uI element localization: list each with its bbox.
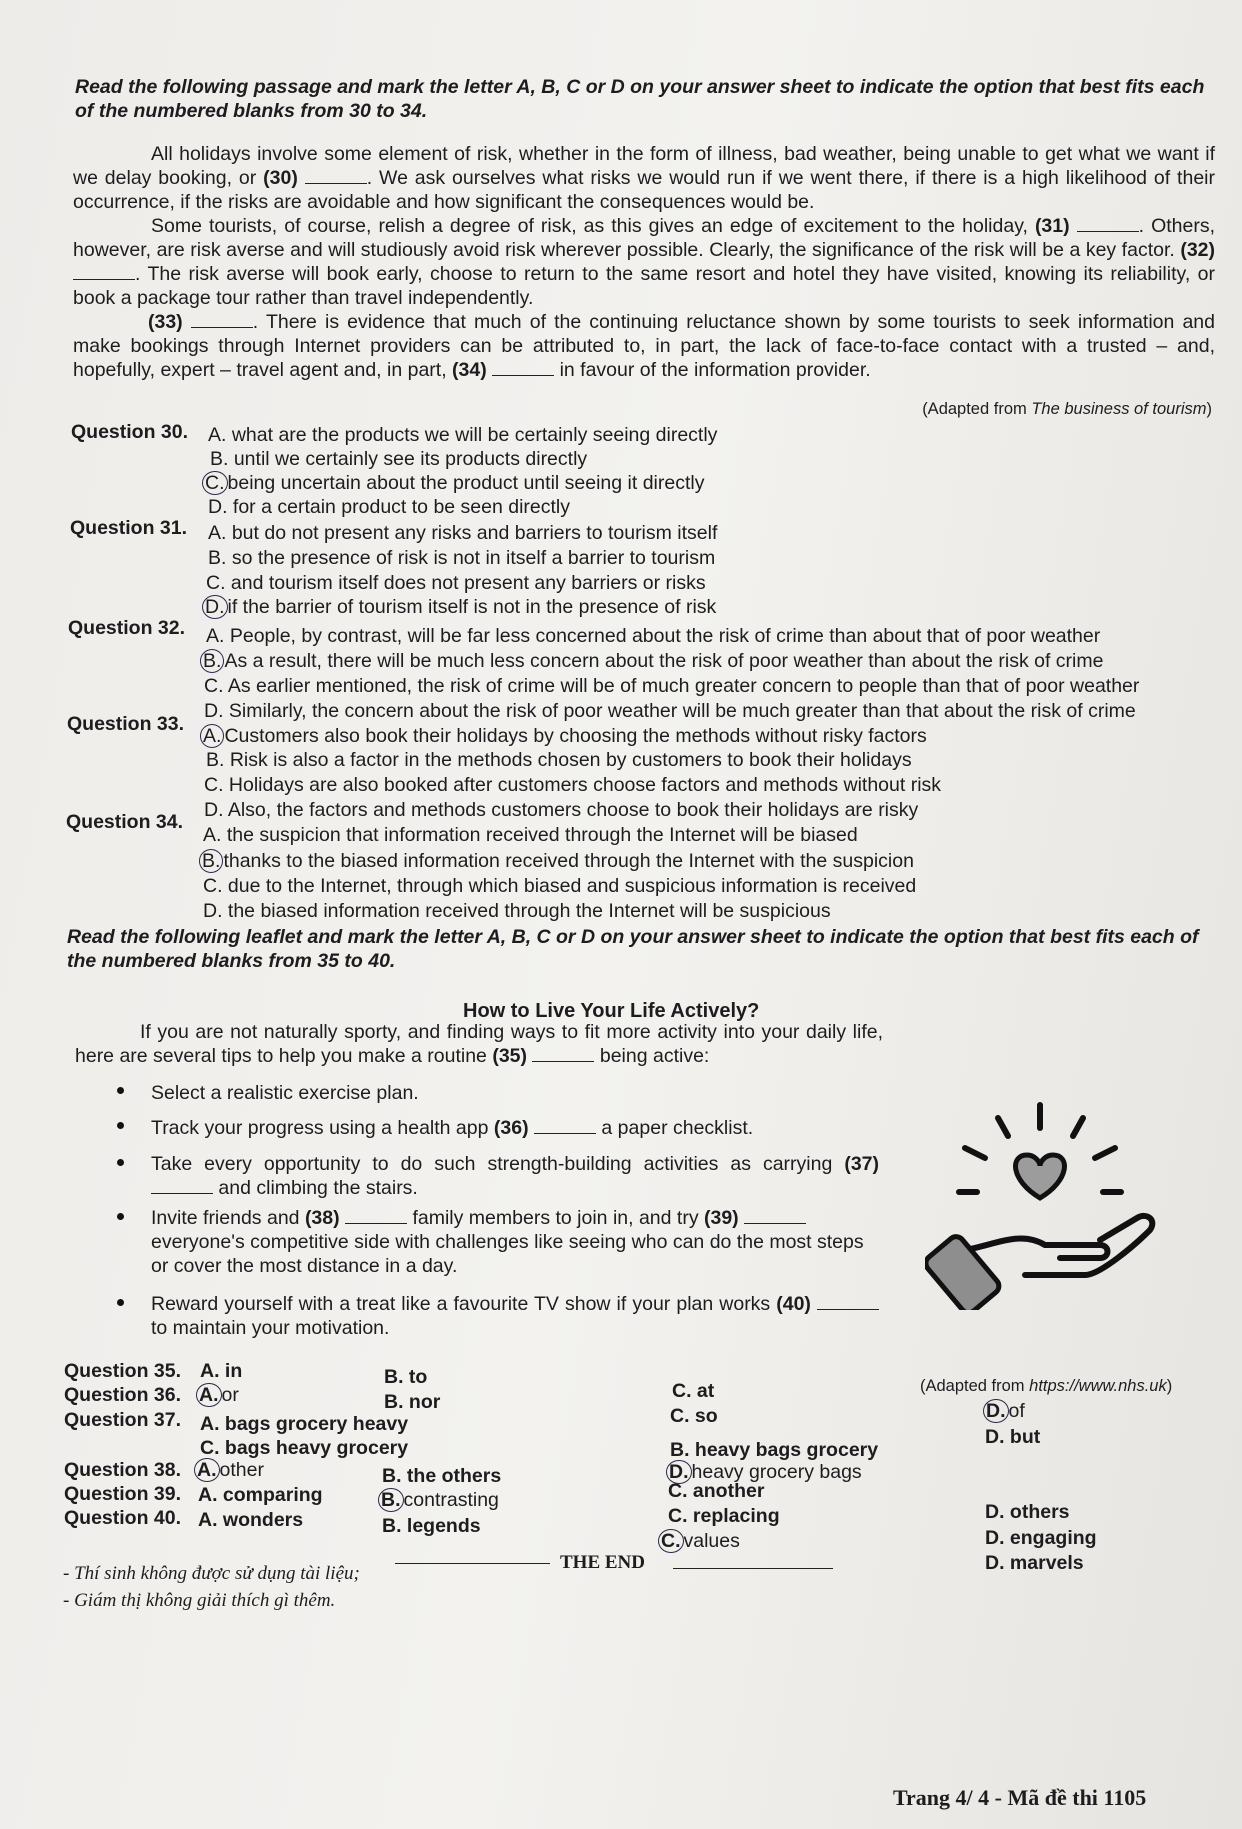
tip-3: Take every opportunity to do such strength-building activities as carrying (37) and climbing the stairs. [151, 1153, 880, 1199]
passage-paragraph-3: (33) . There is evidence that much of the continuing reluctance shown by some tourists to seek information and make bookings through Internet providers can be attributed to, in part, the lack of face-to-face contact with a trusted – and, hopefully, expert – travel agent and, in part, (34) in favour of the information provider. [73, 311, 1215, 381]
q40-option-d[interactable]: D. marvels [985, 1552, 1084, 1574]
end-marker [395, 1552, 835, 1575]
q36-option-b[interactable]: B. nor [384, 1391, 441, 1413]
q33-option-a[interactable]: A. Customers also book their holidays by choosing the methods without risky factors [204, 724, 927, 748]
q32-option-c[interactable]: C. As earlier mentioned, the risk of crime will be of much greater concern to people than that of poor weather [204, 675, 1140, 697]
bullet-icon [117, 1087, 124, 1094]
q39-option-d[interactable]: D. engaging [985, 1527, 1097, 1549]
leaflet-title: How to Live Your Life Actively? [463, 1000, 760, 1022]
tip-2: Track your progress using a health app (36) a paper checklist. [151, 1117, 754, 1139]
q37-option-c[interactable]: C. bags heavy grocery [200, 1437, 409, 1459]
note-no-materials: - Thí sinh không được sử dụng tài liệu; [63, 1563, 360, 1584]
q38-option-d[interactable]: D. others [985, 1501, 1070, 1523]
q39-option-c[interactable]: C. replacing [668, 1505, 780, 1527]
end-rule-right [673, 1568, 833, 1569]
leaflet-intro: If you are not naturally sporty, and finding ways to fit more activity into your daily life, here are several tips to help you make a routine (35) being active: [75, 1021, 883, 1067]
q36-option-d[interactable]: D. but [985, 1426, 1041, 1448]
q39-option-a[interactable]: A. comparing [198, 1484, 323, 1506]
the-end-label: THE END [560, 1552, 645, 1573]
passage-paragraph-2: Some tourists, of course, relish a degree of risk, as this gives an edge of excitement to the holiday, (31) . Others, however, are risk averse and will studiously avoid risk wherever possible. Clearly, the significance of the risk will be a key factor. (32) . The risk averse will book early, choose to return to the same resort and hotel they have visited, knowing its reliability, or book a package tour rather than travel independently. [73, 215, 1216, 309]
source-citation-2: (Adapted from https://www.nhs.uk) [920, 1377, 1173, 1395]
q31-option-a[interactable]: A. but do not present any risks and barriers to tourism itself [208, 522, 718, 544]
note-no-explanation: - Giám thị không giải thích gì thêm. [63, 1590, 336, 1611]
q39-option-b[interactable]: B. contrasting [382, 1489, 499, 1512]
instruction-35-40: Read the following leaflet and mark the letter A, B, C or D on your answer sheet to indicate the option that best fits each of the numbered blanks from 35 to 40. [67, 926, 1199, 972]
q38-option-a[interactable]: A. other [198, 1459, 264, 1482]
q37-option-a[interactable]: A. bags grocery heavy [200, 1413, 409, 1435]
q30-option-a[interactable]: A. what are the products we will be certainly seeing directly [208, 424, 718, 446]
source-citation-1: (Adapted from The business of tourism) [922, 400, 1212, 418]
q40-option-b[interactable]: B. legends [382, 1515, 481, 1537]
q40-option-a[interactable]: A. wonders [198, 1509, 304, 1531]
q36-option-c[interactable]: C. so [670, 1405, 718, 1427]
passage [73, 142, 1215, 382]
tip-5: Reward yourself with a treat like a favourite TV show if your plan works (40) to maintain your motivation. [151, 1292, 879, 1340]
q32-option-a[interactable]: A. People, by contrast, will be far less concerned about the risk of crime than about that of poor weather [206, 625, 1101, 647]
q34-option-a[interactable]: A. the suspicion that information received through the Internet will be biased [203, 824, 858, 846]
passage-paragraph-1: All holidays involve some element of risk, whether in the form of illness, bad weather, being unable to get what we want if we delay booking, or (30) . We ask ourselves what risks we would run if we went there, if there is a high likelihood of their occurrence, if the risks are avoidable and how significant the consequences would be. [73, 143, 1215, 213]
q31-option-b[interactable]: B. so the presence of risk is not in itself a barrier to tourism [208, 547, 716, 569]
q32-option-b[interactable]: B. As a result, there will be much less concern about the risk of poor weather than about the risk of crime [204, 649, 1103, 673]
tip-1: Select a realistic exercise plan. [151, 1082, 419, 1104]
q37-option-d[interactable]: D. heavy grocery bags [670, 1461, 862, 1484]
q33-option-d[interactable]: D. Also, the factors and methods customers choose to book their holidays are risky [204, 799, 919, 821]
q31-option-d[interactable]: D. if the barrier of tourism itself is not in the presence of risk [206, 595, 716, 619]
hand-heart-icon [925, 1100, 1165, 1310]
q32-option-d[interactable]: D. Similarly, the concern about the risk of poor weather will be much greater than that about the risk of crime [204, 700, 1136, 722]
q38-option-c[interactable]: C. another [668, 1480, 765, 1502]
bullet-icon [117, 1122, 124, 1129]
q30-option-d[interactable]: D. for a certain product to be seen directly [208, 496, 571, 518]
q35-option-a[interactable]: A. in [200, 1360, 243, 1382]
q30-option-c[interactable]: C. being uncertain about the product until seeing it directly [206, 471, 704, 495]
q33-option-b[interactable]: B. Risk is also a factor in the methods chosen by customers to book their holidays [206, 749, 912, 771]
q30-option-b[interactable]: B. until we certainly see its products directly [210, 448, 588, 470]
q37-option-b[interactable]: B. heavy bags grocery [670, 1439, 879, 1461]
q35-option-c[interactable]: C. at [672, 1380, 715, 1402]
tip-4: Invite friends and (38) family members to join in, and try (39) everyone's competitive side with challenges like seeing who can do the most steps or cover the most distance in a day. [151, 1207, 864, 1277]
bullet-icon [117, 1213, 124, 1220]
page-info: Trang 4/ 4 - Mã đề thi 1105 [893, 1785, 1147, 1810]
q40-option-c[interactable]: C. values [662, 1530, 740, 1553]
exam-page: Read the following passage and mark the letter A, B, C or D on your answer sheet to indicate the option that best fits each of the numbered blanks from 30 to 34. All holidays involve some element of risk, whether in the form of illness, bad weather, being unable to get what we want if we delay booking, or (30) . We ask ourselves what risks we would run if we went there, if there is a high likelihood of their occurrence, if the risks are avoidable and how significant the consequences would be. Some tourists, of course, relish a degree of risk, as this gives an edge of excitement to the holiday, (31) . Others, however, are risk averse and will studiously avoid risk wherever possible. Clearly, the significance of the risk will be a key factor. (32) . The risk averse will book early, choose to return to the same resort and hotel they have visited, knowing its reliability, or book a package tour rather than travel independently. (33) . There is evidence that much of the continuing reluctance shown by some tourists to seek information and make bookings through Internet providers can be attributed to, in part, the lack of face-to-face contact with a trusted – and, hopefully, expert – travel agent and, in part, (34) in favour of the information provider. (Adapted from The business of tourism) Question 30. A. what are the products we will be certainly seeing directly B. until we certainly see its products directly C. being uncertain about the product until seeing it directly D. for a certain product to be seen directly Question 31. A. but do not present any risks and barriers to tourism itself B. so the presence of risk is not in itself a barrier to tourism C. and tourism itself does not present any barriers or risks D. if the barrier of tourism itself is not in the presence of risk Question 32. A. People, by contrast, will be far less concerned about the risk of crime than about that of poor weather B. As a result, there will be much less concern about the risk of poor weather than about the risk of crime C. As earlier mentioned, the risk of crime will be of much greater concern to people than that of poor weather D. Similarly, the concern about the risk of poor weather will be much greater than that about the risk of crime Question 33. A. Customers also book their holidays by choosing the methods without risky factors B. Risk is also a factor in the methods chosen by customers to book their holidays C. Holidays are also booked after customers choose factors and methods without risk D. Also, the factors and methods customers choose to book their holidays are risky Question 34. A. the suspicion that information received through the Internet will be biased B. thanks to the biased information received through the Internet with the suspicion C. due to the Internet, through which biased and suspicious information is received D. the biased information received through the Internet will be suspicious Read the following leaflet and mark the letter A, B, C or D on your answer sheet to indicate the option that best fits each of the numbered blanks from 35 to 40. How to Live Your Life Actively? If you are not naturally sporty, and finding ways to fit more activity into your daily life, here are several tips to help you make a routine (35) being active: Select a realistic exercise plan. Track your progress using a health app (36) a paper checklist. Take every opportunity to do such strength-building activities as carrying (37) and climbing the stairs. Invite friends and (38) family members to join in, and try (39) everyone's competitive side with challenges like seeing who can do the most steps or cover the most distance in a day. Reward yourself with a treat like a favourite TV show if your plan works (40) to maintain your motivation. (Adapted from https://www.nhs.uk) Question 35. A. in B. to C. at D. of Question 36. A. or B. nor C. so D. but Question 37. A. bags grocery heavy C. bags heavy grocery B. heavy bags grocery D. heavy grocery bags Question 38. A. other B. the others C. another D. others Question 39. A. comparing B. contrasting C. replacing D. engaging Question 40. A. wonders B. legends C. values D. marvels THE END - Thí sinh không được sử dụng tài liệu; - Giám thị không giải thích gì thêm. Trang 4/ 4 - Mã đề thi 1105 [0, 0, 1242, 1829]
instruction-30-34: Read the following passage and mark the letter A, B, C or D on your answer sheet to indicate the option that best fits each of the numbered blanks from 30 to 34. [75, 76, 1205, 122]
q34-option-d[interactable]: D. the biased information received through the Internet will be suspicious [203, 900, 831, 922]
q34-option-b[interactable]: B. thanks to the biased information received through the Internet with the suspicion [203, 849, 914, 873]
q34-option-c[interactable]: C. due to the Internet, through which biased and suspicious information is received [203, 875, 917, 897]
end-rule-left [395, 1563, 550, 1564]
q33-option-c[interactable]: C. Holidays are also booked after customers choose factors and methods without risk [204, 774, 942, 796]
bullet-icon [117, 1159, 124, 1166]
bullet-icon [117, 1299, 124, 1306]
q35-option-b[interactable]: B. to [384, 1366, 428, 1388]
q31-option-c[interactable]: C. and tourism itself does not present any barriers or risks [206, 572, 706, 594]
q35-option-d[interactable]: D. of [987, 1400, 1025, 1423]
q36-option-a[interactable]: A. or [200, 1384, 239, 1407]
q38-option-b[interactable]: B. the others [382, 1465, 502, 1487]
